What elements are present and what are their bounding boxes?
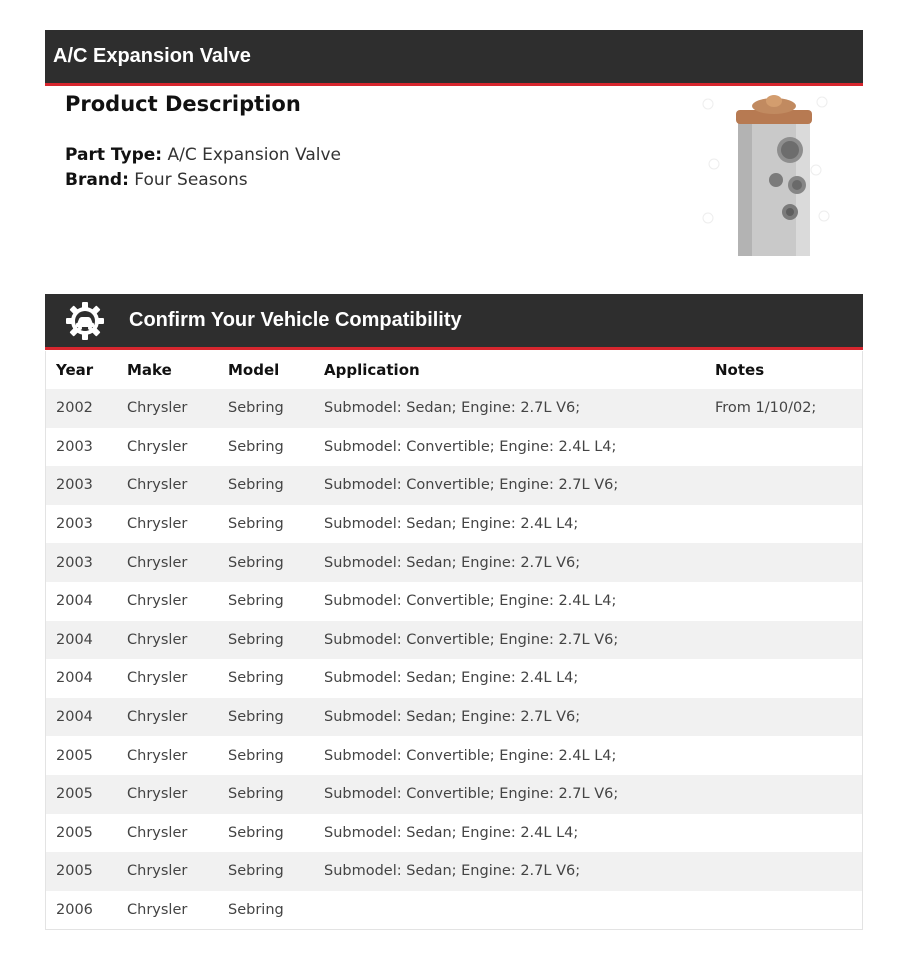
cell-make: Chrysler [127,902,188,919]
cell-model: Sebring [228,593,284,610]
cell-model: Sebring [228,747,284,764]
table-row [46,428,862,467]
compatibility-table [45,351,863,930]
cell-model: Sebring [228,786,284,803]
column-header-make: Make [127,361,172,379]
cell-year: 2003 [56,516,93,533]
cell-application: Submodel: Sedan; Engine: 2.7L V6; [324,709,581,726]
cell-notes [705,659,862,698]
column-header-notes: Notes [715,361,765,379]
brand-label: Brand: [65,170,129,190]
cell-application: Submodel: Sedan; Engine: 2.7L V6; [324,554,581,571]
table-row [46,736,862,775]
cell-model: Sebring [228,631,284,648]
cell-model: Sebring [228,863,284,880]
cell-make: Chrysler [127,593,188,610]
cell-notes [705,852,862,891]
cell-notes [705,505,862,544]
brand-value: Four Seasons [134,170,248,190]
cell-model: Sebring [228,902,284,919]
cell-model: Sebring [228,516,284,533]
column-header-year: Year [56,361,94,379]
column-header-model: Model [228,361,280,379]
cell-make: Chrysler [127,670,188,687]
cell-year: 2004 [56,593,93,610]
cell-year: 2004 [56,709,93,726]
table-header-row [46,351,862,389]
table-row [46,698,862,737]
cell-model: Sebring [228,709,284,726]
title-bar [45,30,863,86]
cell-notes: From 1/10/02; [715,400,817,417]
table-row [46,891,862,930]
table-row [46,775,862,814]
cell-make: Chrysler [127,477,188,494]
cell-notes [705,428,862,467]
cell-make: Chrysler [127,516,188,533]
table-row [46,659,862,698]
cell-make: Chrysler [127,709,188,726]
cell-application [314,891,705,930]
cell-notes [705,736,862,775]
description-heading: Product Description [65,92,301,116]
brand-line [65,170,248,190]
cell-application: Submodel: Convertible; Engine: 2.4L L4; [324,593,617,610]
part-type-label: Part Type: [65,145,163,165]
product-image [700,92,830,262]
cell-make: Chrysler [127,554,188,571]
compatibility-bar [45,294,863,350]
cell-application: Submodel: Convertible; Engine: 2.4L L4; [324,747,617,764]
table-row [46,466,862,505]
cell-year: 2002 [56,400,93,417]
cell-make: Chrysler [127,824,188,841]
table-row [46,582,862,621]
cell-application: Submodel: Convertible; Engine: 2.4L L4; [324,438,617,455]
cell-application: Submodel: Sedan; Engine: 2.4L L4; [324,516,579,533]
cell-application: Submodel: Convertible; Engine: 2.7L V6; [324,631,619,648]
cell-make: Chrysler [127,747,188,764]
cell-model: Sebring [228,554,284,571]
column-header-application: Application [324,361,420,379]
gear-car-icon [65,301,105,341]
table-row [46,852,862,891]
cell-year: 2003 [56,477,93,494]
cell-year: 2005 [56,863,93,880]
table-row [46,505,862,544]
cell-year: 2005 [56,824,93,841]
cell-notes [705,814,862,853]
cell-year: 2004 [56,670,93,687]
cell-make: Chrysler [127,631,188,648]
cell-make: Chrysler [127,400,188,417]
cell-notes [705,543,862,582]
cell-notes [705,698,862,737]
cell-model: Sebring [228,438,284,455]
cell-make: Chrysler [127,863,188,880]
table-row [46,389,862,428]
cell-year: 2003 [56,554,93,571]
cell-year: 2005 [56,786,93,803]
page-title: A/C Expansion Valve [53,45,251,67]
cell-application: Submodel: Sedan; Engine: 2.7L V6; [324,400,581,417]
part-type-line [65,145,341,165]
cell-application: Submodel: Convertible; Engine: 2.7L V6; [324,786,619,803]
cell-year: 2004 [56,631,93,648]
cell-notes [705,775,862,814]
cell-make: Chrysler [127,438,188,455]
cell-application: Submodel: Convertible; Engine: 2.7L V6; [324,477,619,494]
cell-notes [705,621,862,660]
table-row [46,814,862,853]
compatibility-title: Confirm Your Vehicle Compatibility [129,309,462,331]
cell-notes [705,466,862,505]
part-type-value: A/C Expansion Valve [167,145,342,165]
cell-make: Chrysler [127,786,188,803]
cell-model: Sebring [228,824,284,841]
cell-notes [705,582,862,621]
cell-model: Sebring [228,477,284,494]
cell-application: Submodel: Sedan; Engine: 2.4L L4; [324,824,579,841]
cell-application: Submodel: Sedan; Engine: 2.4L L4; [324,670,579,687]
cell-year: 2003 [56,438,93,455]
cell-year: 2005 [56,747,93,764]
cell-model: Sebring [228,670,284,687]
table-row [46,543,862,582]
cell-application: Submodel: Sedan; Engine: 2.7L V6; [324,863,581,880]
cell-model: Sebring [228,400,284,417]
cell-year: 2006 [56,902,93,919]
cell-notes [705,891,862,930]
table-row [46,621,862,660]
